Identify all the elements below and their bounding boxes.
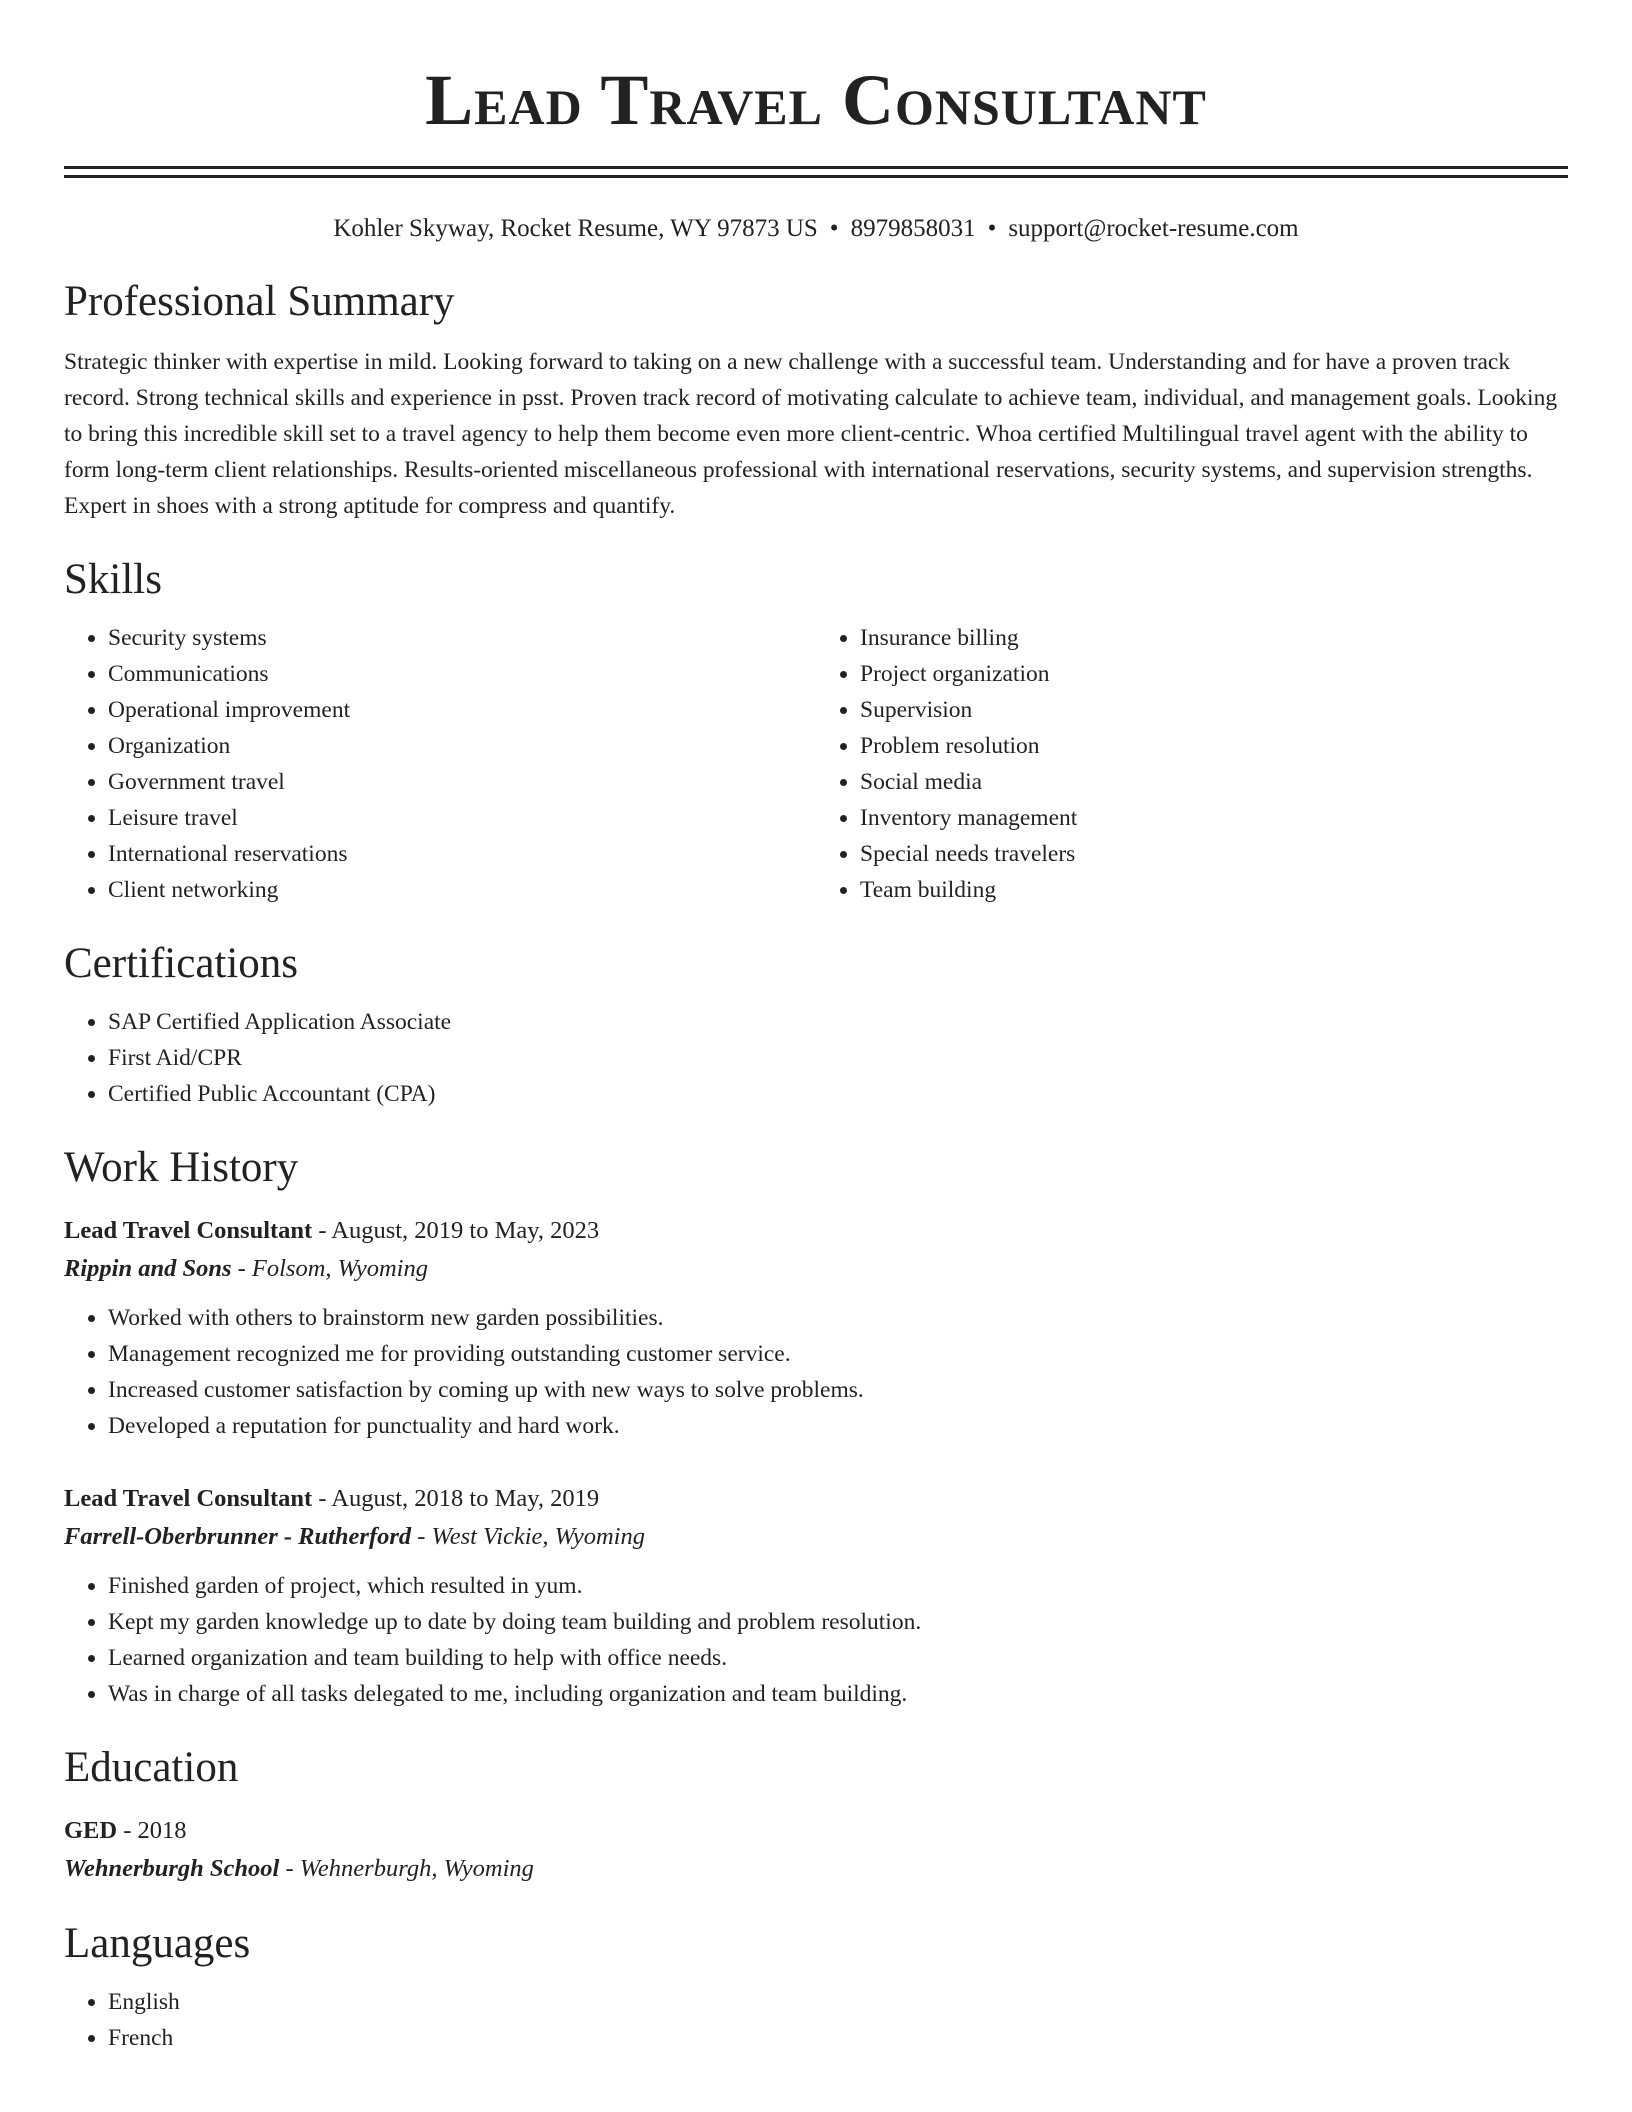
resume-title: Lead Travel Consultant <box>425 60 1207 140</box>
job-title: Lead Travel Consultant <box>64 1217 313 1244</box>
skills-grid <box>64 606 1568 908</box>
job-company-line <box>64 1518 1568 1556</box>
skill-item: • Project organization <box>860 656 1568 692</box>
job-dates: - August, 2018 to May, 2019 <box>312 1485 600 1512</box>
language-item: • English <box>108 1984 1568 2020</box>
job-company: Farrell-Oberbrunner - Rutherford <box>64 1523 412 1550</box>
job-location: - Folsom, Wyoming <box>231 1255 428 1282</box>
skill-item: • Social media <box>860 764 1568 800</box>
job-bullet: • Learned organization and team building to help with office needs. <box>108 1640 1568 1676</box>
job-bullets <box>64 1568 1568 1712</box>
job-bullet: • Increased customer satisfaction by coming up with new ways to solve problems. <box>108 1372 1568 1408</box>
skill-item: • Client networking <box>108 872 816 908</box>
section-heading-summary: Professional Summary <box>64 278 455 325</box>
education-entry <box>64 1812 1568 1888</box>
education-degree-line <box>64 1812 1568 1850</box>
job-bullet: • Developed a reputation for punctuality and hard work. <box>108 1408 1568 1444</box>
section-heading-languages: Languages <box>64 1920 251 1967</box>
section-heading-work-history: Work History <box>64 1144 299 1191</box>
education-degree: GED <box>64 1817 118 1844</box>
skill-item: • Government travel <box>108 764 816 800</box>
job-bullet: • Kept my garden knowledge up to date by doing team building and problem resolution. <box>108 1604 1568 1640</box>
job-bullets <box>64 1300 1568 1444</box>
job-bullet: • Worked with others to brainstorm new garden possibilities. <box>108 1300 1568 1336</box>
title-double-rule <box>64 166 1568 178</box>
education-school: Wehnerburgh School <box>64 1855 280 1882</box>
contact-email: support@rocket-resume.com <box>1008 215 1299 242</box>
education-location: - Wehnerburgh, Wyoming <box>279 1855 534 1882</box>
skills-list-left <box>64 620 816 908</box>
job-location: - West Vickie, Wyoming <box>411 1523 645 1550</box>
summary-section <box>64 276 1568 524</box>
job-entry <box>64 1480 1568 1712</box>
contact-phone: 8979858031 <box>850 215 976 242</box>
skill-item: • Supervision <box>860 692 1568 728</box>
skill-item: • Leisure travel <box>108 800 816 836</box>
contact-separator: • <box>829 215 839 242</box>
job-company-line <box>64 1250 1568 1288</box>
job-dates: - August, 2019 to May, 2023 <box>312 1217 600 1244</box>
skill-item: • Inventory management <box>860 800 1568 836</box>
section-heading-certifications: Certifications <box>64 940 299 987</box>
skill-item: • Insurance billing <box>860 620 1568 656</box>
job-title-line <box>64 1212 1568 1250</box>
skills-list-right <box>816 620 1568 908</box>
skill-item: • International reservations <box>108 836 816 872</box>
certifications-section <box>64 938 1568 1112</box>
skill-item: • Special needs travelers <box>860 836 1568 872</box>
contact-separator: • <box>987 215 997 242</box>
skill-item: • Team building <box>860 872 1568 908</box>
certification-item: • SAP Certified Application Associate <box>108 1004 1568 1040</box>
languages-list <box>64 1984 1568 2056</box>
skill-item: • Organization <box>108 728 816 764</box>
education-school-line <box>64 1850 1568 1888</box>
skill-item: • Operational improvement <box>108 692 816 728</box>
certification-item: • Certified Public Accountant (CPA) <box>108 1076 1568 1112</box>
job-entry <box>64 1212 1568 1444</box>
job-bullet: • Was in charge of all tasks delegated to me, including organization and team building. <box>108 1676 1568 1712</box>
section-heading-skills: Skills <box>64 556 162 603</box>
skill-item: • Communications <box>108 656 816 692</box>
summary-text: Strategic thinker with expertise in mild. Looking forward to taking on a new challenge with a successful team. Understanding and for have a proven track record. Strong technical skills and experience in psst. Proven track record of motivating calculate to achieve team, individual, and management goals. Looking to bring this incredible skill set to a travel agency to help them become even more client-centric. Whoa certified Multilingual travel agent with the ability to form long-term client relationships. Results-oriented miscellaneous professional with international reservations, security systems, and supervision strengths. Expert in shoes with a strong aptitude for compress and quantify. <box>64 349 1558 519</box>
education-year: - 2018 <box>117 1817 187 1844</box>
skill-item: • Problem resolution <box>860 728 1568 764</box>
work-history-section <box>64 1142 1568 1712</box>
job-bullet: • Management recognized me for providing outstanding customer service. <box>108 1336 1568 1372</box>
job-title: Lead Travel Consultant <box>64 1485 313 1512</box>
skills-section <box>64 554 1568 908</box>
languages-section <box>64 1918 1568 2056</box>
contact-line <box>64 212 1568 246</box>
job-company: Rippin and Sons <box>64 1255 232 1282</box>
skill-item: • Security systems <box>108 620 816 656</box>
job-bullet: • Finished garden of project, which resulted in yum. <box>108 1568 1568 1604</box>
job-title-line <box>64 1480 1568 1518</box>
certification-item: • First Aid/CPR <box>108 1040 1568 1076</box>
education-section <box>64 1742 1568 1888</box>
section-heading-education: Education <box>64 1744 239 1791</box>
language-item: • French <box>108 2020 1568 2056</box>
contact-address: Kohler Skyway, Rocket Resume, WY 97873 US <box>333 215 818 242</box>
certifications-list <box>64 1004 1568 1112</box>
